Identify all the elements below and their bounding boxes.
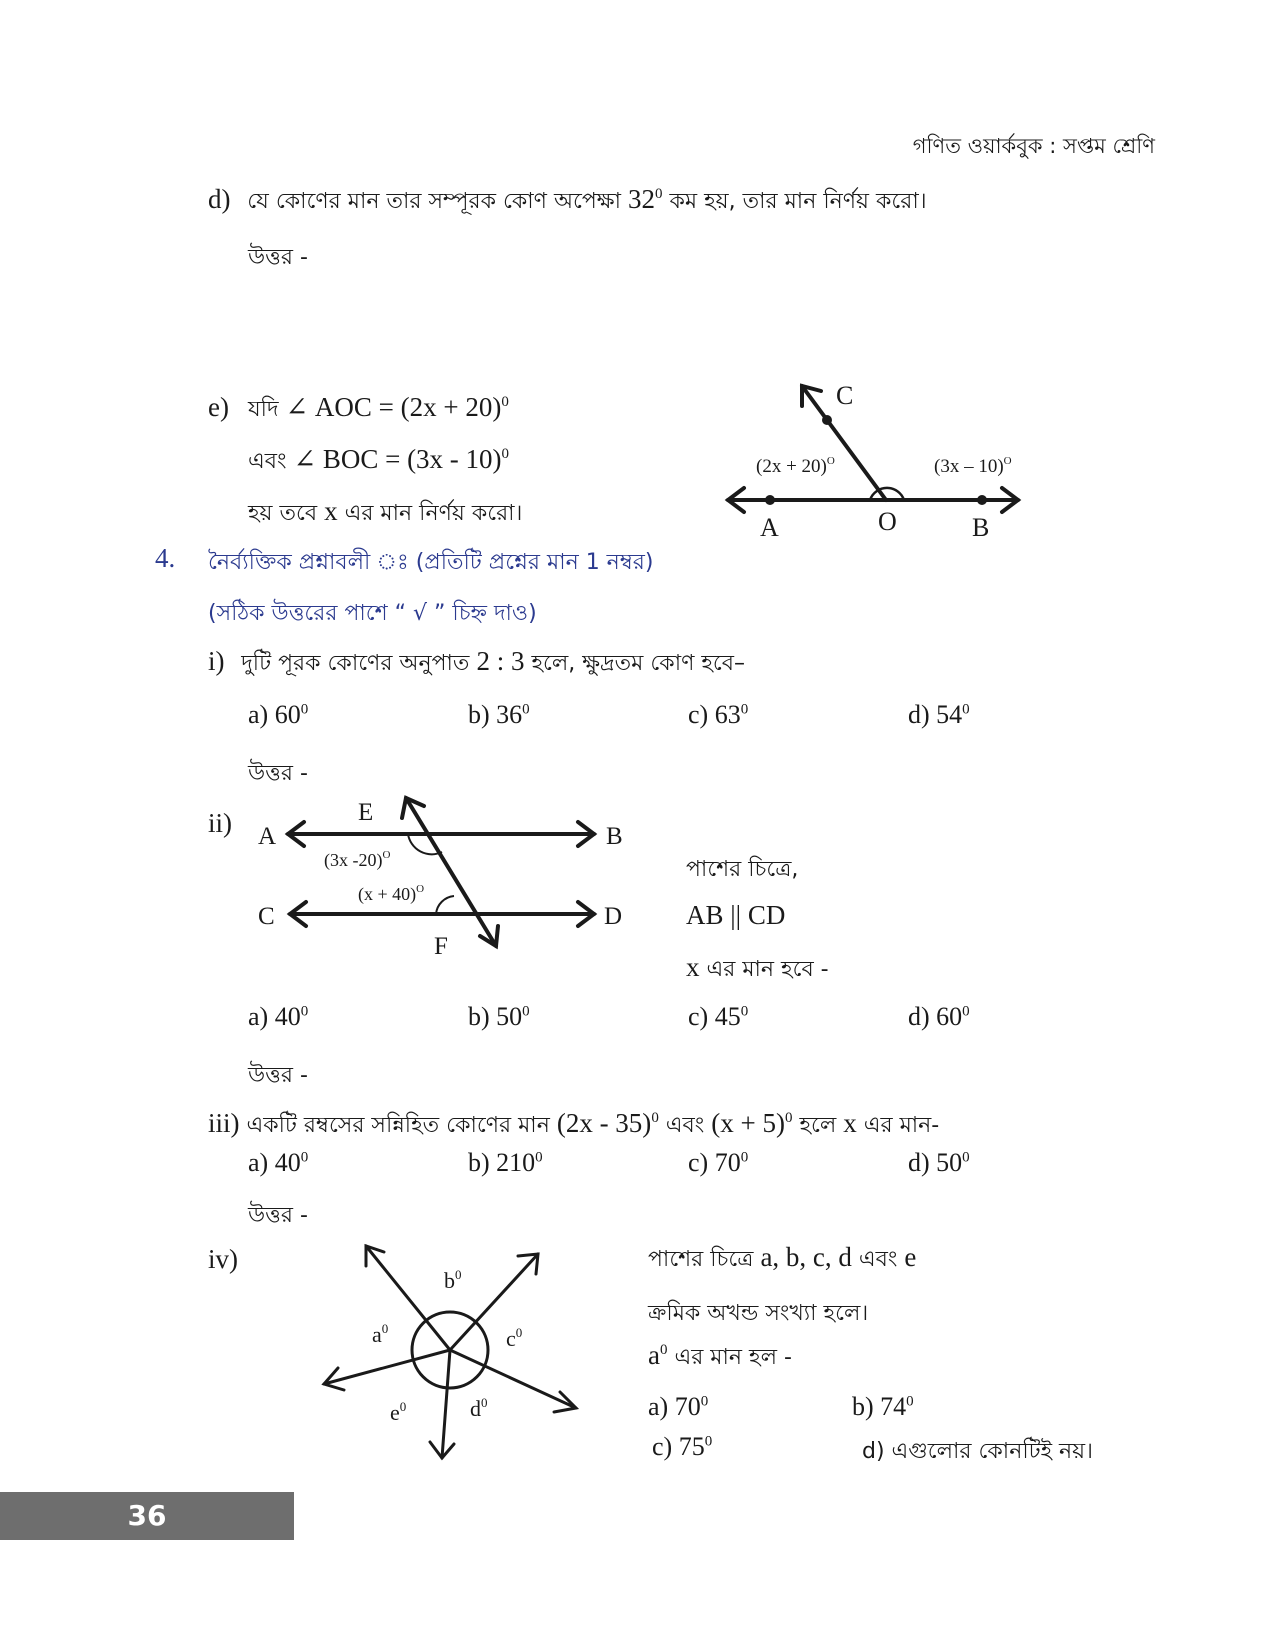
angle-label-left: $(2x + 20)^O$ (756, 455, 835, 477)
label-a: $a^0$ (372, 1321, 389, 1347)
question-label-ii: ii) (208, 808, 232, 838)
angle-label-right: (3x – 10)$^O$ (934, 455, 1012, 477)
angle-value: 32 (628, 184, 656, 214)
label-o: O (878, 507, 897, 536)
answer-prompt: উত্তর - (248, 761, 308, 786)
side-text-1: পাশের চিত্রে a, b, c, d এবং e (648, 1242, 917, 1272)
ray-4 (442, 1350, 450, 1458)
option-d[interactable]: d) এগুলোর কোনটিই নয়। (862, 1439, 1093, 1464)
angle-arc-2 (436, 896, 454, 914)
degree-sup: 0 (501, 446, 510, 462)
side-text-3: $a^0$ এর মান হল - (648, 1340, 792, 1370)
text: এবং (248, 449, 294, 474)
question-label: i) (208, 646, 225, 676)
answer-prompt: উত্তর - (248, 1063, 308, 1088)
answer-prompt: উত্তর - (248, 1203, 308, 1228)
side-text-2: ক্রমিক অখন্ড সংখ্যা হলে। (648, 1301, 869, 1326)
figure-angle-aoc-boc (720, 372, 1030, 542)
option-c[interactable]: c) $70^0$ (688, 1148, 749, 1177)
ray-5 (324, 1350, 450, 1384)
expression: ∠ BOC = (3x - 10) (293, 444, 502, 474)
label-c: $c^0$ (506, 1325, 523, 1351)
option-a[interactable]: a) $60^0$ (248, 700, 309, 729)
question-text: যে কোণের মান তার সম্পূরক কোণ অপেক্ষা (247, 189, 629, 214)
transversal-ef (406, 798, 496, 946)
question-label: iii) (208, 1108, 240, 1138)
option-c[interactable]: c) $45^0$ (688, 1002, 749, 1031)
question-iii: iii) একটি রম্বসের সন্নিহিত কোণের মান (2x - 35)$^0$ এবং $(x + 5)^0$ হলে x এর মান- (208, 1108, 940, 1138)
section-title: নৈর্ব্যক্তিক প্রশ্নাবলী ঃ (প্রতিটি প্রশ্নের মান 1 নম্বর) (208, 550, 654, 575)
option-c[interactable]: c) $75^0$ (652, 1432, 713, 1461)
variable: x (324, 496, 338, 526)
label-f: F (434, 933, 448, 956)
question-label-3e: e) (208, 392, 229, 422)
question-text-end: কম হয়, তার মান নির্ণয় করো। (662, 189, 927, 214)
label-e: E (358, 799, 374, 826)
label-a: A (258, 823, 277, 850)
question-label: d) (208, 184, 231, 214)
point-a (765, 495, 775, 505)
text: যদি (248, 397, 286, 422)
label-e: $e^0$ (390, 1399, 407, 1425)
degree-sup: 0 (501, 394, 509, 410)
question-label-iv: iv) (208, 1244, 238, 1274)
answer-prompt: উত্তর - (248, 245, 308, 270)
text: হয় তবে (248, 501, 325, 526)
label-c: C (258, 903, 275, 930)
question-3e-line2 (248, 444, 509, 481)
option-d[interactable]: d) $60^0$ (908, 1002, 970, 1031)
question-text: দুটি পূরক কোণের অনুপাত (241, 651, 477, 676)
figure-parallel-lines (258, 790, 628, 956)
question-i (208, 646, 745, 683)
option-c[interactable]: c) $63^0$ (688, 700, 749, 729)
question-3e-line1 (248, 392, 509, 429)
option-d[interactable]: d) $50^0$ (908, 1148, 970, 1177)
label-c: C (836, 381, 854, 410)
question-3e-line3 (248, 496, 522, 533)
angle-label-2: $(x + 40)^O$ (358, 883, 425, 904)
ray-2 (450, 1254, 538, 1350)
figure-five-rays (310, 1232, 590, 1472)
side-text-3: x এর মান হবে - (686, 952, 829, 982)
question-text-end: হলে, ক্ষুদ্রতম কোণ হবে– (524, 651, 746, 676)
label-d: D (604, 903, 623, 930)
point-c (822, 415, 832, 425)
option-b[interactable]: b) $36^0$ (468, 700, 530, 729)
option-a[interactable]: a) $70^0$ (648, 1392, 709, 1421)
option-b[interactable]: b) $74^0$ (852, 1392, 914, 1421)
page-number: 36 (0, 1492, 294, 1540)
label-b: $b^0$ (444, 1267, 462, 1293)
option-d[interactable]: d) $54^0$ (908, 700, 970, 729)
section-instruction: (সঠিক উত্তরের পাশে “ √ ” চিহ্ন দাও) (208, 601, 537, 626)
degree-sup: 0 (655, 186, 663, 202)
label-d: $d^0$ (470, 1395, 488, 1421)
option-b[interactable]: b) $210^0$ (468, 1148, 543, 1177)
point-b (977, 495, 987, 505)
option-a[interactable]: a) $40^0$ (248, 1002, 309, 1031)
option-a[interactable]: a) $40^0$ (248, 1148, 309, 1177)
expression: ∠ AOC = (2x + 20) (285, 392, 502, 422)
angle-label-1: (3x -20)$^O$ (324, 849, 391, 870)
label-b: B (606, 823, 623, 850)
side-text-1: পাশের চিত্রে, (686, 857, 799, 882)
ray-3 (450, 1350, 576, 1408)
question-3d (208, 184, 927, 221)
ratio: 2 : 3 (476, 646, 525, 676)
running-header: গণিত ওয়ার্কবুক : সপ্তম শ্রেণি (912, 134, 1155, 158)
side-text-2: AB || CD (686, 900, 786, 930)
section-number: 4. (155, 543, 176, 573)
label-b: B (972, 513, 990, 542)
option-b[interactable]: b) $50^0$ (468, 1002, 530, 1031)
text-end: এর মান নির্ণয় করো। (337, 501, 523, 526)
label-a: A (760, 513, 779, 542)
